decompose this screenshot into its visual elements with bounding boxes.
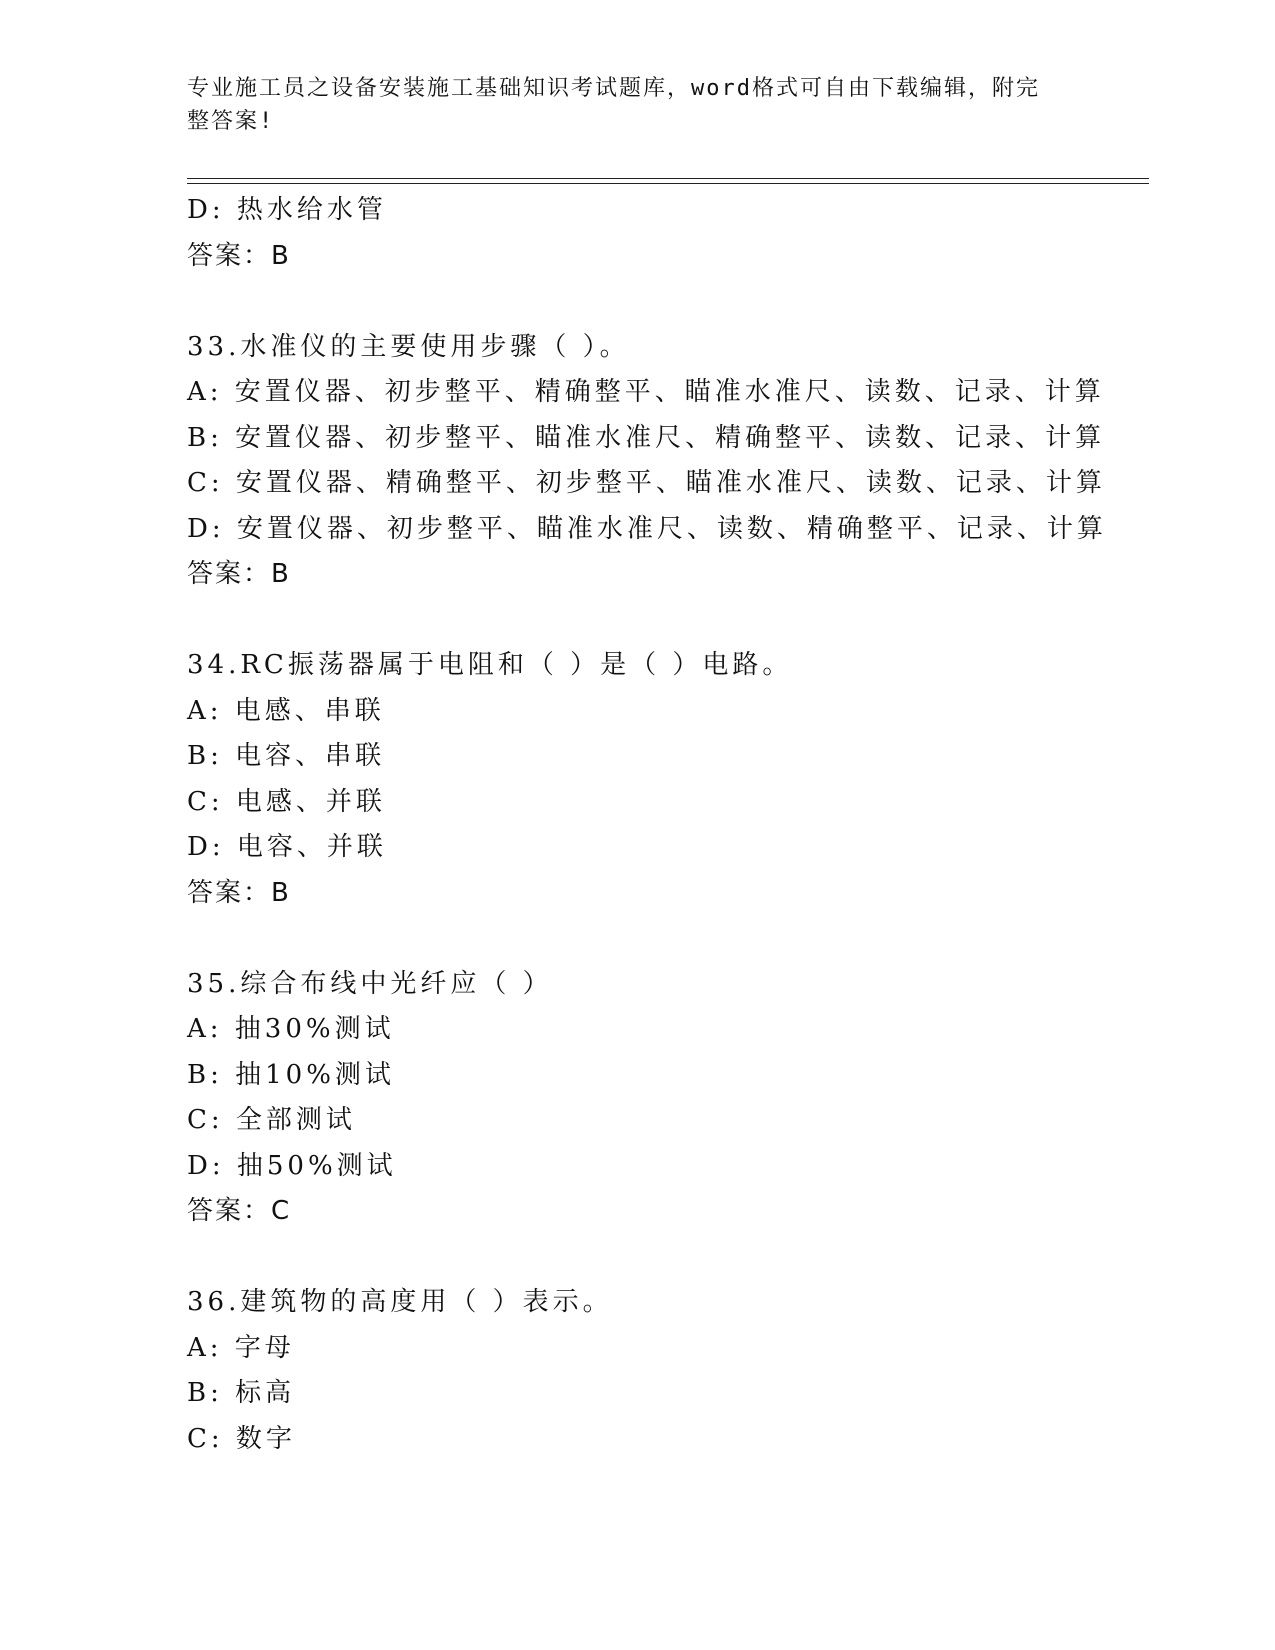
header-line-1: 专业施工员之设备安装施工基础知识考试题库，word格式可自由下载编辑，附完 [187, 76, 1040, 101]
header-divider-bottom [187, 183, 1149, 184]
question-36-stem: 36.建筑物的高度用（ ）表示。 [187, 1287, 613, 1317]
question-34-answer: 答案：B [187, 877, 291, 908]
question-34-option-a: A: 电感、串联 [187, 695, 385, 726]
question-35-option-d: D: 抽50%测试 [187, 1150, 397, 1181]
document-header [187, 72, 1077, 138]
answer-line: 答案：B [187, 240, 291, 271]
question-36-option-c: C: 数字 [187, 1423, 296, 1454]
question-33-stem: 33.水准仪的主要使用步骤（ ）。 [187, 331, 630, 362]
question-33-option-c: C: 安置仪器、精确整平、初步整平、瞄准水准尺、读数、记录、计算 [187, 468, 1106, 498]
header-line-2: 整答案! [187, 109, 275, 134]
question-33-option-a: A: 安置仪器、初步整平、精确整平、瞄准水准尺、读数、记录、计算 [187, 377, 1105, 407]
spacer [187, 1235, 1147, 1281]
question-35-answer: 答案：C [187, 1196, 292, 1226]
question-34-option-c: C: 电感、并联 [187, 786, 386, 817]
option-d: D: 热水给水管 [187, 195, 387, 225]
question-35-option-b: B: 抽10%测试 [187, 1059, 395, 1090]
spacer [187, 279, 1147, 325]
header-divider-top [187, 178, 1149, 179]
spacer [187, 598, 1147, 644]
question-34-stem: 34.RC振荡器属于电阻和（ ）是（ ）电路。 [187, 650, 793, 680]
question-33-option-d: D: 安置仪器、初步整平、瞄准水准尺、读数、精确整平、记录、计算 [187, 513, 1107, 544]
question-36-option-a: A: 字母 [187, 1332, 295, 1363]
spacer [187, 916, 1147, 962]
question-34-option-b: B: 电容、串联 [187, 741, 386, 771]
question-35-stem: 35.综合布线中光纤应（ ） [187, 968, 553, 999]
question-35-option-c: C: 全部测试 [187, 1105, 356, 1135]
question-34-option-d: D: 电容、并联 [187, 832, 387, 862]
question-33-option-b: B: 安置仪器、初步整平、瞄准水准尺、精确整平、读数、记录、计算 [187, 422, 1106, 453]
question-33-answer: 答案：B [187, 559, 291, 589]
question-35-option-a: A: 抽30%测试 [187, 1014, 395, 1044]
question-list [187, 188, 1147, 1462]
question-36-option-b: B: 标高 [187, 1378, 296, 1408]
